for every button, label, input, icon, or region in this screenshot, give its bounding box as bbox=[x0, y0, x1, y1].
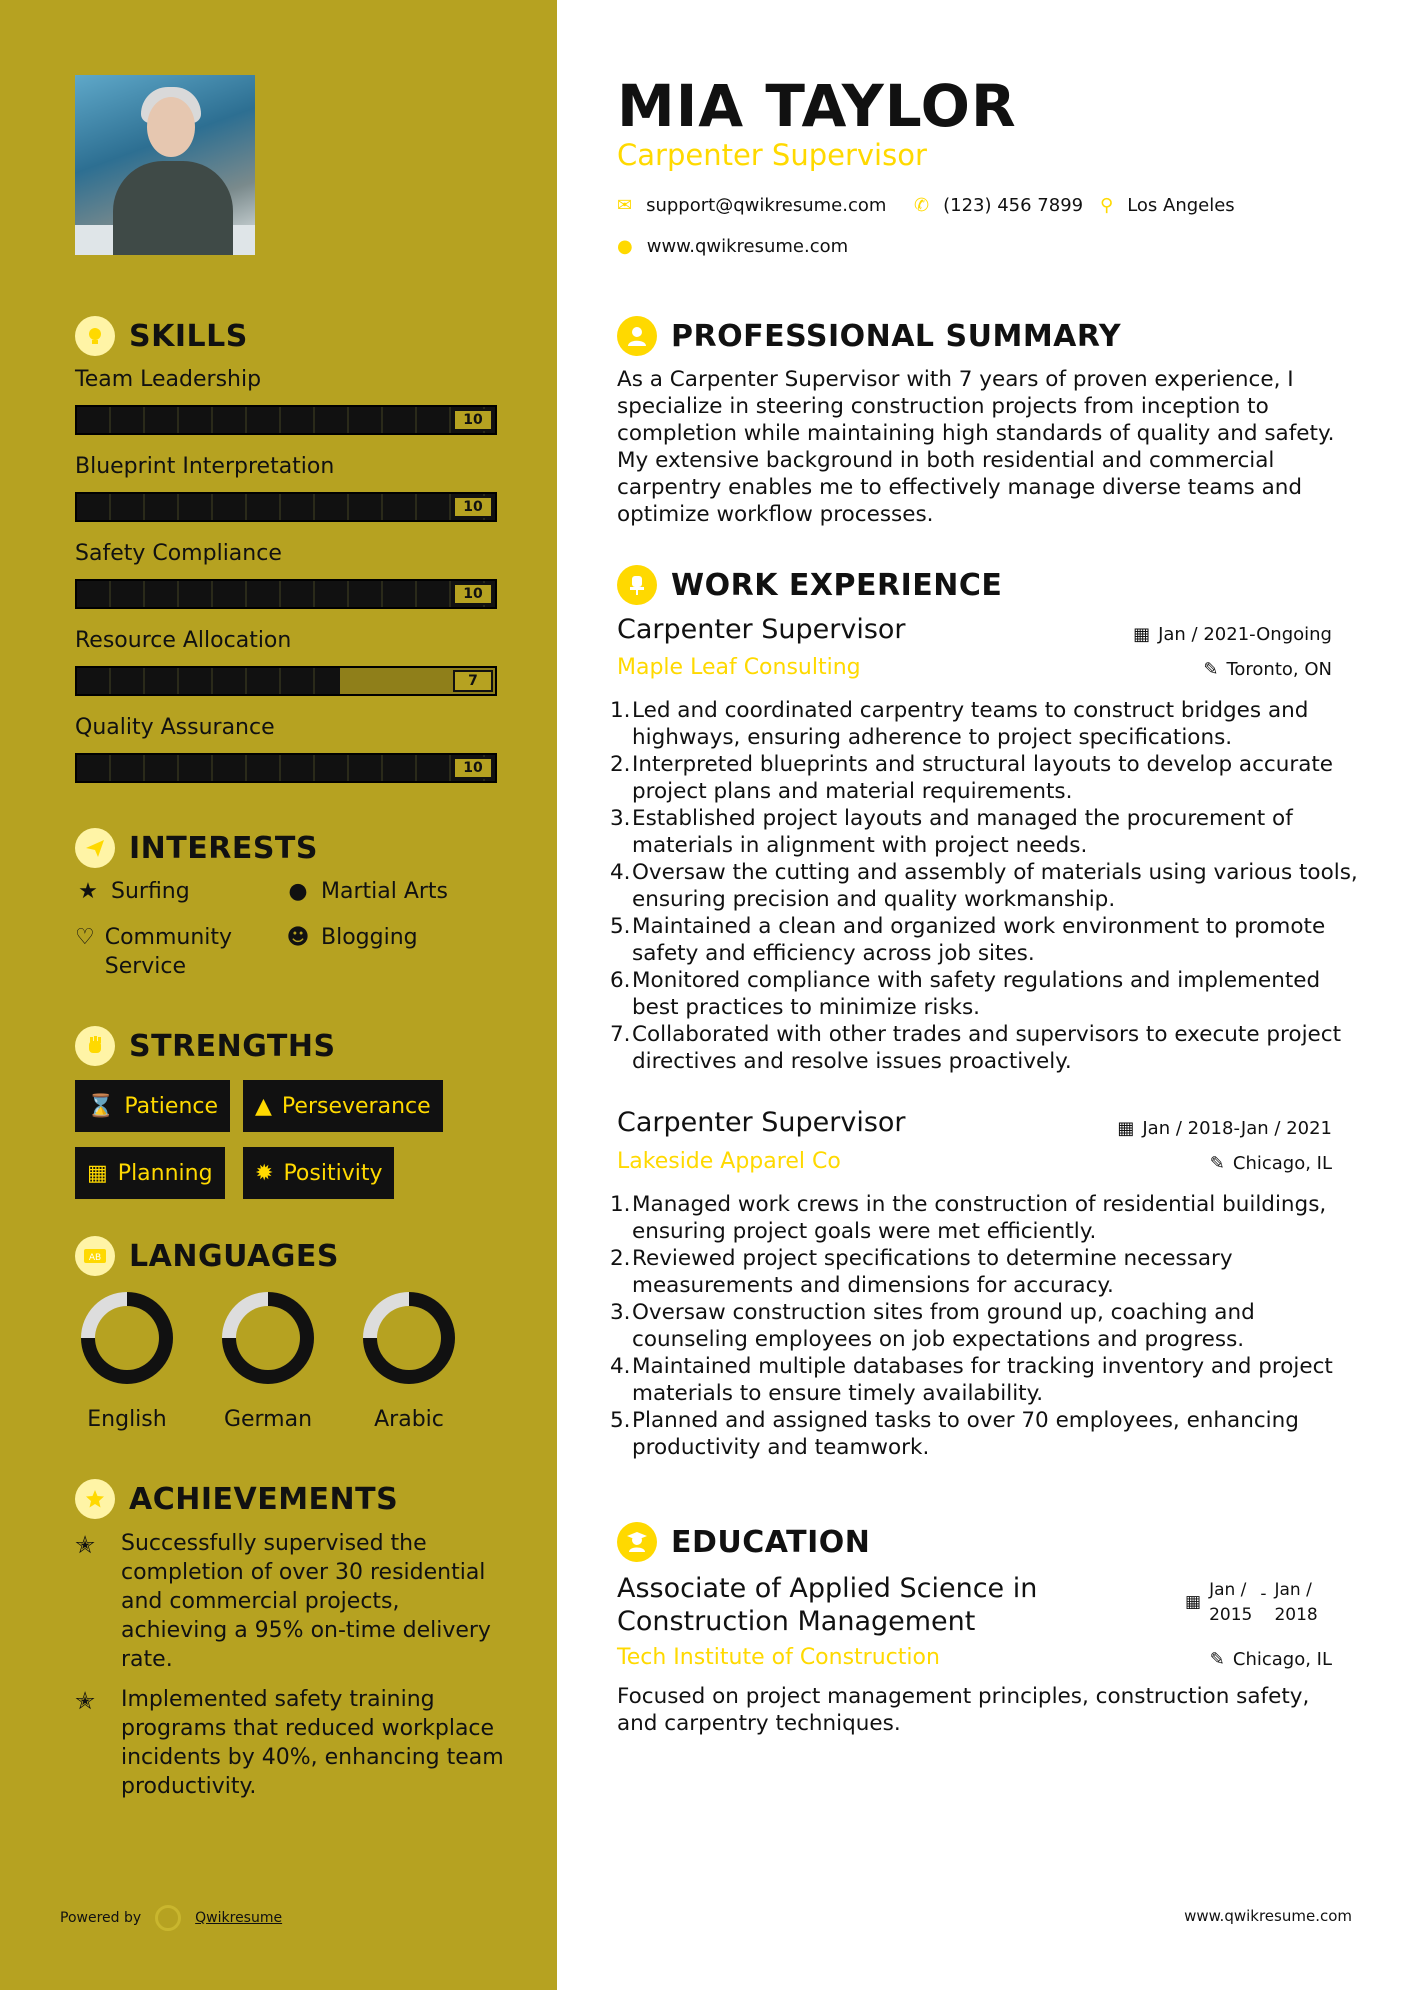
main-content bbox=[557, 0, 1407, 1990]
degree-line: Associate of Applied Science in bbox=[617, 1573, 1038, 1604]
edu-location-text: Chicago, IL bbox=[1232, 1649, 1332, 1670]
job-location-text: Chicago, IL bbox=[1232, 1153, 1332, 1174]
globe-icon: ● bbox=[617, 236, 633, 257]
email-text: support@qwikresume.com bbox=[646, 195, 887, 216]
education-text: Focused on project management principles, construction safety, and carpentry techniques. bbox=[617, 1684, 1310, 1736]
phone-text: (123) 456 7899 bbox=[943, 195, 1084, 216]
candidate-name: MIA TAYLOR bbox=[617, 72, 1017, 140]
achievements-title: ACHIEVEMENTS bbox=[129, 1481, 399, 1517]
handshake-icon: ♡ bbox=[75, 925, 95, 950]
edu-start-year: 2015 bbox=[1209, 1605, 1253, 1625]
lightbulb-icon bbox=[75, 316, 115, 356]
achievements-header bbox=[75, 1479, 398, 1519]
achievement-item bbox=[75, 1529, 505, 1674]
language-label: English bbox=[87, 1407, 167, 1432]
skill-bar bbox=[75, 753, 497, 783]
users-icon: ☻ bbox=[286, 925, 310, 950]
education-dates bbox=[1185, 1578, 1318, 1628]
education-title: EDUCATION bbox=[671, 1524, 871, 1560]
calendar-icon: ▦ bbox=[1133, 624, 1151, 645]
language-icon bbox=[75, 1236, 115, 1276]
interest-item bbox=[285, 923, 418, 952]
envelope-icon: ✉ bbox=[617, 195, 633, 216]
strength-badge bbox=[243, 1080, 443, 1132]
skill-value: 10 bbox=[453, 409, 493, 431]
interest-label: Blogging bbox=[321, 925, 418, 950]
experience-header bbox=[617, 565, 1002, 605]
language-label: Arabic bbox=[374, 1407, 444, 1432]
contact-phone[interactable] bbox=[914, 195, 1083, 216]
education-location bbox=[1210, 1649, 1332, 1670]
powered-by-label: Powered by bbox=[60, 1910, 142, 1926]
interests-title: INTERESTS bbox=[129, 830, 318, 866]
strength-label: Positivity bbox=[283, 1160, 383, 1186]
list-item: 4. Maintained multiple databases for tracking inventory and project materials to ensure timely availability. bbox=[610, 1354, 1333, 1406]
degree-line: Construction Management bbox=[617, 1606, 976, 1637]
interest-label: Surfing bbox=[111, 879, 190, 904]
location-text: Los Angeles bbox=[1127, 195, 1235, 216]
strengths-header bbox=[75, 1026, 336, 1066]
strength-label: Patience bbox=[124, 1093, 219, 1119]
job-location bbox=[1203, 659, 1332, 680]
job-bullets bbox=[610, 1191, 1360, 1461]
list-item: 3. Established project layouts and managed the procurement of materials in alignment with project needs. bbox=[610, 806, 1293, 858]
strength-badge bbox=[75, 1080, 230, 1132]
hourglass-icon: ⌛ bbox=[87, 1093, 115, 1119]
skill-bar bbox=[75, 405, 497, 435]
interest-label: Community Service bbox=[104, 925, 233, 979]
list-item: 5. Planned and assigned tasks to over 70 employees, enhancing productivity and teamwork. bbox=[610, 1408, 1299, 1460]
skill-bar bbox=[75, 579, 497, 609]
skill-bar bbox=[75, 666, 497, 696]
powered-by bbox=[60, 1905, 282, 1931]
language-label: German bbox=[223, 1407, 313, 1432]
interest-item bbox=[285, 877, 448, 906]
job-location bbox=[1210, 1153, 1332, 1174]
footer-url[interactable]: www.qwikresume.com bbox=[1184, 1907, 1352, 1925]
job-dates-text: Jan / 2018-Jan / 2021 bbox=[1142, 1118, 1332, 1139]
skill-bar bbox=[75, 492, 497, 522]
list-item: 1. Led and coordinated carpentry teams to construct bridges and highways, ensuring adherence to project specifications. bbox=[610, 698, 1309, 750]
edu-end-year: 2018 bbox=[1274, 1605, 1318, 1625]
profile-photo bbox=[75, 75, 255, 255]
calendar-icon: ▦ bbox=[1185, 1592, 1202, 1612]
hand-icon bbox=[75, 1026, 115, 1066]
star-burst-icon: ✭ bbox=[75, 1687, 96, 1715]
list-item: 2. Reviewed project specifications to determine necessary measurements and dimensions for accuracy. bbox=[610, 1246, 1233, 1298]
language-ring bbox=[81, 1292, 173, 1384]
map-pin-icon: ⚲ bbox=[1100, 195, 1114, 216]
skill-label: Blueprint Interpretation bbox=[75, 454, 335, 479]
achievement-text: Successfully supervised the completion of over 30 residential and commercial projects, achieving a 95% on-time delivery rate. bbox=[121, 1531, 491, 1672]
list-item: 7. Collaborated with other trades and supervisors to execute project directives and resolve issues proactively. bbox=[610, 1022, 1342, 1074]
interest-label: Martial Arts bbox=[321, 879, 449, 904]
pin-icon: ✎ bbox=[1209, 1153, 1225, 1174]
phone-icon: ✆ bbox=[914, 195, 930, 216]
languages-title: LANGUAGES bbox=[129, 1238, 339, 1274]
school-name: Tech Institute of Construction bbox=[617, 1645, 940, 1670]
trophy-star-icon bbox=[75, 1479, 115, 1519]
paper-plane-icon bbox=[75, 828, 115, 868]
edu-end: Jan / bbox=[1274, 1580, 1312, 1600]
experience-title: WORK EXPERIENCE bbox=[671, 567, 1003, 603]
calendar-icon: ▦ bbox=[1117, 1118, 1135, 1139]
job-location-text: Toronto, ON bbox=[1226, 659, 1332, 680]
languages-header bbox=[75, 1236, 339, 1276]
job-company: Lakeside Apparel Co bbox=[617, 1149, 841, 1174]
pin-icon: ✎ bbox=[1203, 659, 1219, 680]
star-burst-icon: ✭ bbox=[75, 1531, 96, 1559]
edu-start: Jan / bbox=[1209, 1580, 1247, 1600]
calendar-icon: ▦ bbox=[87, 1160, 108, 1186]
job-bullets bbox=[610, 697, 1360, 1075]
globe-icon: ● bbox=[288, 879, 308, 904]
degree-title bbox=[617, 1572, 1037, 1638]
website-text: www.qwikresume.com bbox=[646, 236, 849, 257]
achievement-text: Implemented safety training programs that reduced workplace incidents by 40%, enhancing team productivity. bbox=[121, 1687, 504, 1799]
user-icon bbox=[617, 316, 657, 356]
achievement-item bbox=[75, 1685, 505, 1801]
graduate-icon bbox=[617, 1522, 657, 1562]
strength-badge bbox=[75, 1147, 225, 1199]
summary-title: PROFESSIONAL SUMMARY bbox=[671, 318, 1122, 354]
star-icon: ★ bbox=[78, 879, 98, 904]
education-header bbox=[617, 1522, 870, 1562]
svg-text:AB: AB bbox=[88, 1253, 102, 1263]
road-icon: ▲ bbox=[255, 1093, 272, 1119]
list-item: 1. Managed work crews in the construction of residential buildings, ensuring project goals were met efficiently. bbox=[610, 1192, 1327, 1244]
language-ring bbox=[363, 1292, 455, 1384]
contact-website[interactable] bbox=[617, 236, 848, 257]
job-title: Carpenter Supervisor bbox=[617, 614, 906, 645]
strength-label: Planning bbox=[117, 1160, 213, 1186]
skill-label: Resource Allocation bbox=[75, 628, 292, 653]
pin-icon: ✎ bbox=[1209, 1649, 1225, 1670]
summary-text: As a Carpenter Supervisor with 7 years of proven experience, I specialize in steering construction projects from inception to completion while maintaining high standards of quality and safety. My extensive background in both residential and commercial carpentry enables me to effectively manage diverse teams and optimize workflow processes. bbox=[617, 367, 1335, 527]
strengths-title: STRENGTHS bbox=[129, 1028, 336, 1064]
qwikresume-link[interactable]: Qwikresume bbox=[195, 1910, 283, 1926]
summary-header bbox=[617, 316, 1121, 356]
list-item: 2. Interpreted blueprints and structural layouts to develop accurate project plans and material requirements. bbox=[610, 752, 1334, 804]
job-dates bbox=[1117, 1118, 1332, 1139]
sidebar bbox=[0, 0, 557, 1990]
contact-location bbox=[1100, 195, 1235, 216]
strength-label: Perseverance bbox=[281, 1093, 431, 1119]
skill-label: Team Leadership bbox=[75, 367, 262, 392]
skill-value: 10 bbox=[453, 583, 493, 605]
strength-badge bbox=[243, 1147, 394, 1199]
list-item: 4. Oversaw the cutting and assembly of materials using various tools, ensuring precision and quality workmanship. bbox=[610, 860, 1358, 912]
job-company: Maple Leaf Consulting bbox=[617, 655, 861, 680]
list-item: 5. Maintained a clean and organized work environment to promote safety and efficiency across job sites. bbox=[610, 914, 1326, 966]
contact-email[interactable] bbox=[617, 195, 886, 216]
skills-header bbox=[75, 316, 248, 356]
edu-dash: - bbox=[1260, 1584, 1267, 1604]
skill-value: 10 bbox=[453, 757, 493, 779]
skill-value: 10 bbox=[453, 496, 493, 518]
sun-icon: ✹ bbox=[255, 1160, 274, 1186]
briefcase-chair-icon bbox=[617, 565, 657, 605]
candidate-title: Carpenter Supervisor bbox=[617, 138, 927, 172]
skill-label: Quality Assurance bbox=[75, 715, 275, 740]
interest-item bbox=[75, 877, 190, 906]
job-dates bbox=[1133, 624, 1332, 645]
interest-item bbox=[75, 923, 265, 981]
language-ring bbox=[222, 1292, 314, 1384]
skill-label: Safety Compliance bbox=[75, 541, 282, 566]
job-title: Carpenter Supervisor bbox=[617, 1107, 906, 1138]
list-item: 6. Monitored compliance with safety regulations and implemented best practices to minimize risks. bbox=[610, 968, 1321, 1020]
job-dates-text: Jan / 2021-Ongoing bbox=[1158, 624, 1332, 645]
qwikresume-logo-icon bbox=[155, 1905, 181, 1931]
interests-header bbox=[75, 828, 318, 868]
list-item: 3. Oversaw construction sites from ground up, coaching and counseling employees on job expectations and progress. bbox=[610, 1300, 1255, 1352]
skills-title: SKILLS bbox=[129, 318, 248, 354]
skill-value: 7 bbox=[453, 670, 493, 692]
